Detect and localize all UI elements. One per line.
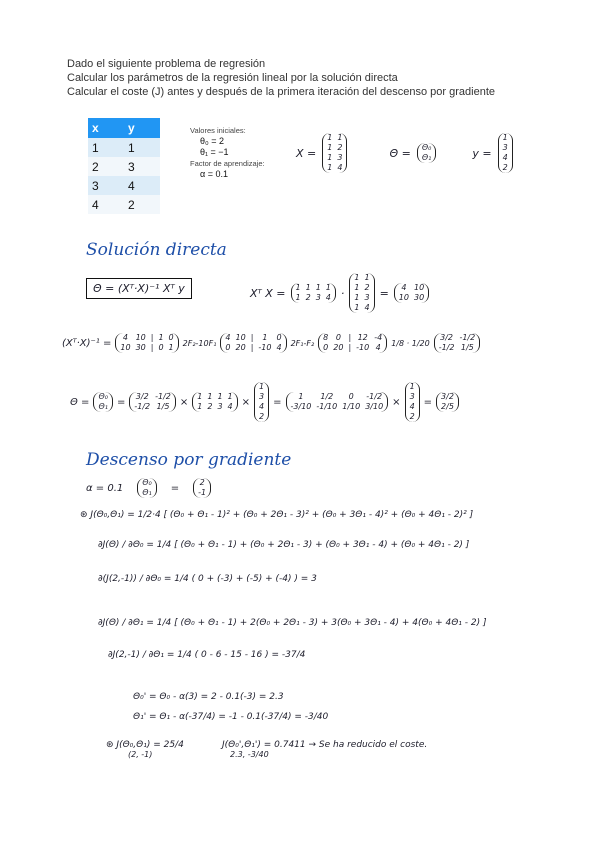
derivative-theta0-eval-value: = 1/4 ( 0 + (-3) + (-5) + (-4) ) = 3 xyxy=(163,574,317,584)
augmented-matrix-2 xyxy=(220,333,286,353)
inverse-matrix-2 xyxy=(129,392,176,412)
matrix-cell: -1/2 xyxy=(459,333,476,342)
final-cost-before xyxy=(106,740,184,759)
final-cost-after xyxy=(222,740,427,759)
matrix-cell: 0 xyxy=(348,392,354,401)
matrix-cell: 2/5 xyxy=(441,402,454,411)
derivative-theta0-expr: = 1/4 [ (Θ₀ + Θ₁ - 1) + (Θ₀ + 2Θ₁ - 3) + (Θ₀ + 3Θ₁ - 4) + (Θ₀ + 4Θ₁ - 2) ] xyxy=(146,540,470,550)
derivative-theta1-eval xyxy=(108,650,305,660)
x-matrix-label: X = xyxy=(296,146,317,160)
theta-vector xyxy=(93,392,113,412)
matrix-cell: 3 xyxy=(337,153,343,162)
matrix-cell: 1/5 xyxy=(156,402,170,411)
matrix-cell: 3 xyxy=(502,143,508,152)
matrix-cell: 2 xyxy=(199,478,205,487)
cost-before-subscript: (2, -1) xyxy=(128,750,153,759)
cost-function xyxy=(80,510,473,520)
table-cell: 2 xyxy=(124,195,160,214)
theta-label: Θ = xyxy=(70,396,90,408)
update-theta1: Θ₁' = Θ₁ - α(-37/4) = -1 - 0.1(-37/4) = -3/40 xyxy=(133,712,329,722)
derivative-theta0 xyxy=(98,540,469,550)
direct-solution-heading: Solución directa xyxy=(86,240,227,260)
y-matrix-label: y = xyxy=(472,146,492,160)
x-matrix-2 xyxy=(349,273,374,313)
matrix-cell: 1 xyxy=(207,392,213,401)
matrix-cell: 1 xyxy=(217,392,223,401)
matrix-cell: 1 xyxy=(327,133,333,142)
xtx-label: Xᵀ X = xyxy=(250,286,286,300)
matrix-cell: 3 xyxy=(364,293,370,302)
matrix-cell: 2 xyxy=(502,163,508,172)
xtx-result xyxy=(394,283,429,303)
matrix-cell: 3 xyxy=(259,392,265,401)
matrix-cell: 1 xyxy=(325,283,331,292)
matrix-cell: Θ₁ xyxy=(98,402,108,411)
row-op-2: 2F₁-F₂ xyxy=(290,338,315,348)
data-table xyxy=(88,118,160,214)
cost-function-text: J(Θ₀,Θ₁) = 1/2·4 [ (Θ₀ + Θ₁ - 1)² + (Θ₀ + 2Θ₁ - 3)² + (Θ₀ + 3Θ₁ - 4)² + (Θ₀ + 4Θ₁ - 2)² ] xyxy=(90,510,474,520)
matrix-cell: 0 xyxy=(323,343,329,352)
matrix-cell: 1 xyxy=(259,382,265,391)
matrix-cell: 4 xyxy=(375,343,381,352)
matrix-definitions xyxy=(296,133,513,173)
matrix-cell: 1 xyxy=(502,133,508,142)
matrix-cell: 30 xyxy=(413,293,425,302)
matrix-cell: 1 xyxy=(227,392,233,401)
matrix-cell: 1 xyxy=(409,382,415,391)
bullet-icon: ⊛ xyxy=(80,510,88,520)
table-row xyxy=(88,195,160,214)
intro-text xyxy=(67,57,495,99)
matrix-cell: 1 xyxy=(327,163,333,172)
gradient-descent-heading: Descenso por gradiente xyxy=(86,450,292,470)
table-cell: 1 xyxy=(88,138,124,157)
cost-before-text: J(Θ₀,Θ₁) = 25/4 xyxy=(116,740,184,750)
matrix-cell: 1 xyxy=(197,392,203,401)
bullet-icon: ⊛ xyxy=(106,740,114,750)
matrix-cell: 20 xyxy=(235,343,246,352)
matrix-cell: 1/5 xyxy=(460,343,474,352)
derivative-theta1 xyxy=(98,618,486,628)
table-row xyxy=(88,176,160,195)
matrix-cell: 4 xyxy=(337,163,343,172)
matrix-cell: 12 xyxy=(357,333,368,342)
matrix-cell: | xyxy=(348,333,352,342)
matrix-cell: 0 xyxy=(276,333,282,342)
row-op-3: 1/8 · 1/20 xyxy=(391,338,430,348)
matrix-cell: 4 xyxy=(364,303,370,312)
matrix-cell: -1/10 xyxy=(316,402,338,411)
table-row xyxy=(88,138,160,157)
derivative-theta1-expr: = 1/4 [ (Θ₀ + Θ₁ - 1) + 2(Θ₀ + 2Θ₁ - 3) + 3(Θ₀ + 3Θ₁ - 4) + 4(Θ₀ + 4Θ₁ - 2) ] xyxy=(146,618,487,628)
matrix-cell: -10 xyxy=(258,343,272,352)
matrix-cell: 10 xyxy=(413,283,425,292)
matrix-cell: 1 xyxy=(262,333,268,342)
matrix-cell: Θ₁ xyxy=(142,488,152,497)
matrix-cell: | xyxy=(250,333,254,342)
intro-line-2: Calcular los parámetros de la regresión lineal por la solución directa xyxy=(67,72,398,84)
matrix-cell: 1 xyxy=(158,333,164,342)
matrix-cell: 4 xyxy=(409,402,415,411)
matrix-cell: | xyxy=(250,343,254,352)
theta-matrix-label: Θ = xyxy=(389,146,411,160)
matrix-cell: 1/10 xyxy=(342,402,361,411)
matrix-cell: 1 xyxy=(298,392,304,401)
matrix-cell: 1 xyxy=(197,402,203,411)
matrix-cell: 10 xyxy=(398,293,409,302)
intro-line-3: Calcular el coste (J) antes y después de la primera iteración del descenso por gradiente xyxy=(67,86,496,98)
matrix-cell: 4 xyxy=(122,333,129,342)
matrix-cell: 1 xyxy=(295,283,301,292)
matrix-cell: 1 xyxy=(354,293,360,302)
y-vector-3 xyxy=(405,382,420,422)
matrix-cell: 4 xyxy=(502,153,508,162)
matrix-cell: 3 xyxy=(409,392,415,401)
theta1-initial: θ₁ = −1 xyxy=(200,147,229,157)
derivative-theta1-eval-label: ∂J(2,-1) / ∂Θ₁ xyxy=(108,650,164,660)
y-matrix xyxy=(498,133,513,173)
theta-matrix xyxy=(417,143,437,163)
table-cell: 3 xyxy=(88,176,124,195)
derivative-theta0-label: ∂J(Θ) / ∂Θ₀ xyxy=(98,540,144,550)
table-cell: 3 xyxy=(124,157,160,176)
gd-alpha: α = 0.1 xyxy=(86,482,124,494)
matrix-cell: 1 xyxy=(327,143,333,152)
matrix-cell: 1 xyxy=(354,283,360,292)
cost-after-text: J(Θ₀',Θ₁') = 0.7411 → Se ha reducido el coste. xyxy=(222,740,428,750)
matrix-cell: 1 xyxy=(168,343,174,352)
intro-line-1: Dado el siguiente problema de regresión xyxy=(67,58,266,70)
matrix-cell: | xyxy=(348,343,352,352)
table-cell: 2 xyxy=(88,157,124,176)
matrix-cell: | xyxy=(150,343,154,352)
matrix-cell: 2 xyxy=(409,412,415,421)
matrix-cell: 2 xyxy=(305,293,311,302)
matrix-cell: 4 xyxy=(225,333,231,342)
matrix-cell: Θ₁ xyxy=(421,153,432,162)
matrix-cell: -1/2 xyxy=(155,392,171,401)
matrix-cell: 1 xyxy=(354,303,360,312)
table-cell: 4 xyxy=(88,195,124,214)
matrix-cell: 4 xyxy=(259,402,265,411)
x-matrix xyxy=(322,133,347,173)
matrix-cell: 30 xyxy=(135,343,146,352)
matrix-cell: Θ₀ xyxy=(98,392,108,401)
matrix-cell: 10 xyxy=(120,343,131,352)
matrix-cell: 1 xyxy=(295,293,301,302)
matrix-cell: 0 xyxy=(225,343,231,352)
matrix-cell: Θ₀ xyxy=(142,478,152,487)
matrix-cell: -10 xyxy=(356,343,370,352)
table-header-y: y xyxy=(124,118,160,138)
matrix-cell: 1 xyxy=(364,273,370,282)
derivative-theta1-label: ∂J(Θ) / ∂Θ₁ xyxy=(98,618,144,628)
learning-rate-title: Factor de aprendizaje: xyxy=(190,159,265,168)
cost-after-subscript: 2.3, -3/40 xyxy=(230,750,269,759)
initial-values-title: Valores iniciales: xyxy=(190,126,246,135)
matrix-cell: 4 xyxy=(325,293,331,302)
matrix-cell: 10 xyxy=(135,333,146,342)
matrix-cell: 1 xyxy=(337,133,343,142)
derivative-theta1-eval-value: = 1/4 ( 0 - 6 - 15 - 16 ) = -37/4 xyxy=(166,650,306,660)
table-row xyxy=(88,157,160,176)
gd-theta-vector xyxy=(137,478,157,498)
inverse-result xyxy=(434,333,481,353)
matrix-cell: 3/10 xyxy=(365,402,384,411)
table-cell: 1 xyxy=(124,138,160,157)
matrix-cell: -1/2 xyxy=(134,402,151,411)
table-header-x: x xyxy=(88,118,124,138)
matrix-cell: 3 xyxy=(217,402,223,411)
y-vector-2 xyxy=(254,382,269,422)
derivative-theta0-eval xyxy=(98,574,317,584)
matrix-cell: | xyxy=(150,333,154,342)
matrix-cell: 2 xyxy=(207,402,213,411)
matrix-cell: 4 xyxy=(401,283,407,292)
matrix-cell: 3/2 xyxy=(440,333,453,342)
theta-result xyxy=(436,392,459,412)
matrix-cell: 1 xyxy=(327,153,333,162)
augmented-matrix-1 xyxy=(115,333,178,353)
inverse-label: (Xᵀ·X)⁻¹ = xyxy=(62,337,112,349)
initial-values xyxy=(190,125,265,180)
gd-theta-values xyxy=(193,478,211,498)
matrix-cell: 2 xyxy=(337,143,343,152)
matrix-cell: 3 xyxy=(315,293,321,302)
matrix-cell: 1 xyxy=(305,283,311,292)
theta0-initial: θ₀ = 2 xyxy=(200,136,225,146)
matrix-cell: 8 xyxy=(323,333,329,342)
derivative-theta0-eval-label: ∂(J(2,-1)) / ∂Θ₀ xyxy=(98,574,162,584)
matrix-cell: 4 xyxy=(276,343,282,352)
matrix-cell: 1 xyxy=(354,273,360,282)
matrix-cell: -3/10 xyxy=(290,402,312,411)
xt-matrix xyxy=(291,283,336,303)
augmented-matrix-3 xyxy=(318,333,387,353)
matrix-cell: 4 xyxy=(227,402,233,411)
matrix-cell: -4 xyxy=(374,333,383,342)
matrix-cell: 3/2 xyxy=(441,392,454,401)
gd-init: α = 0.1 Θ₀ Θ₁ = 2 -1 xyxy=(86,478,211,498)
theta-computation: Θ = Θ₀ Θ₁ = 3/2 -1/2 -1/2 1/5 × 1 1 1 1 1 2 3 4 × 1 3 4 2 = 1 1/2 0 -1/2 -3/10 -1/10 1/10 3/10 × 1 3 4 2 = 3/2 2/5 xyxy=(70,382,459,422)
xtx-computation: Xᵀ X = 1 1 1 1 1 2 3 4 · 1 1 1 2 1 3 1 4 = 4 10 10 30 xyxy=(250,273,429,313)
matrix-cell: 10 xyxy=(235,333,246,342)
matrix-cell: 1 xyxy=(315,283,321,292)
xt-matrix-2 xyxy=(192,392,237,412)
matrix-cell: 0 xyxy=(335,333,341,342)
matrix-cell: 0 xyxy=(168,333,174,342)
matrix-cell: Θ₀ xyxy=(421,143,432,152)
matrix-cell: 2 xyxy=(259,412,265,421)
matrix-cell: 0 xyxy=(158,343,164,352)
inverse-computation xyxy=(62,333,480,353)
alpha-value: α = 0.1 xyxy=(200,169,228,179)
table-cell: 4 xyxy=(124,176,160,195)
normal-equation-box: Θ = (Xᵀ·X)⁻¹ Xᵀ y xyxy=(86,278,192,299)
update-theta0: Θ₀' = Θ₀ - α(3) = 2 - 0.1(-3) = 2.3 xyxy=(133,692,284,702)
matrix-cell: -1 xyxy=(198,488,207,497)
product-matrix xyxy=(286,392,389,412)
matrix-cell: -1/2 xyxy=(438,343,455,352)
matrix-cell: 2 xyxy=(364,283,370,292)
row-op-1: 2F₂-10F₁ xyxy=(182,338,217,348)
matrix-cell: 3/2 xyxy=(135,392,149,401)
matrix-cell: 20 xyxy=(333,343,344,352)
matrix-cell: 1/2 xyxy=(320,392,334,401)
matrix-cell: -1/2 xyxy=(366,392,383,401)
